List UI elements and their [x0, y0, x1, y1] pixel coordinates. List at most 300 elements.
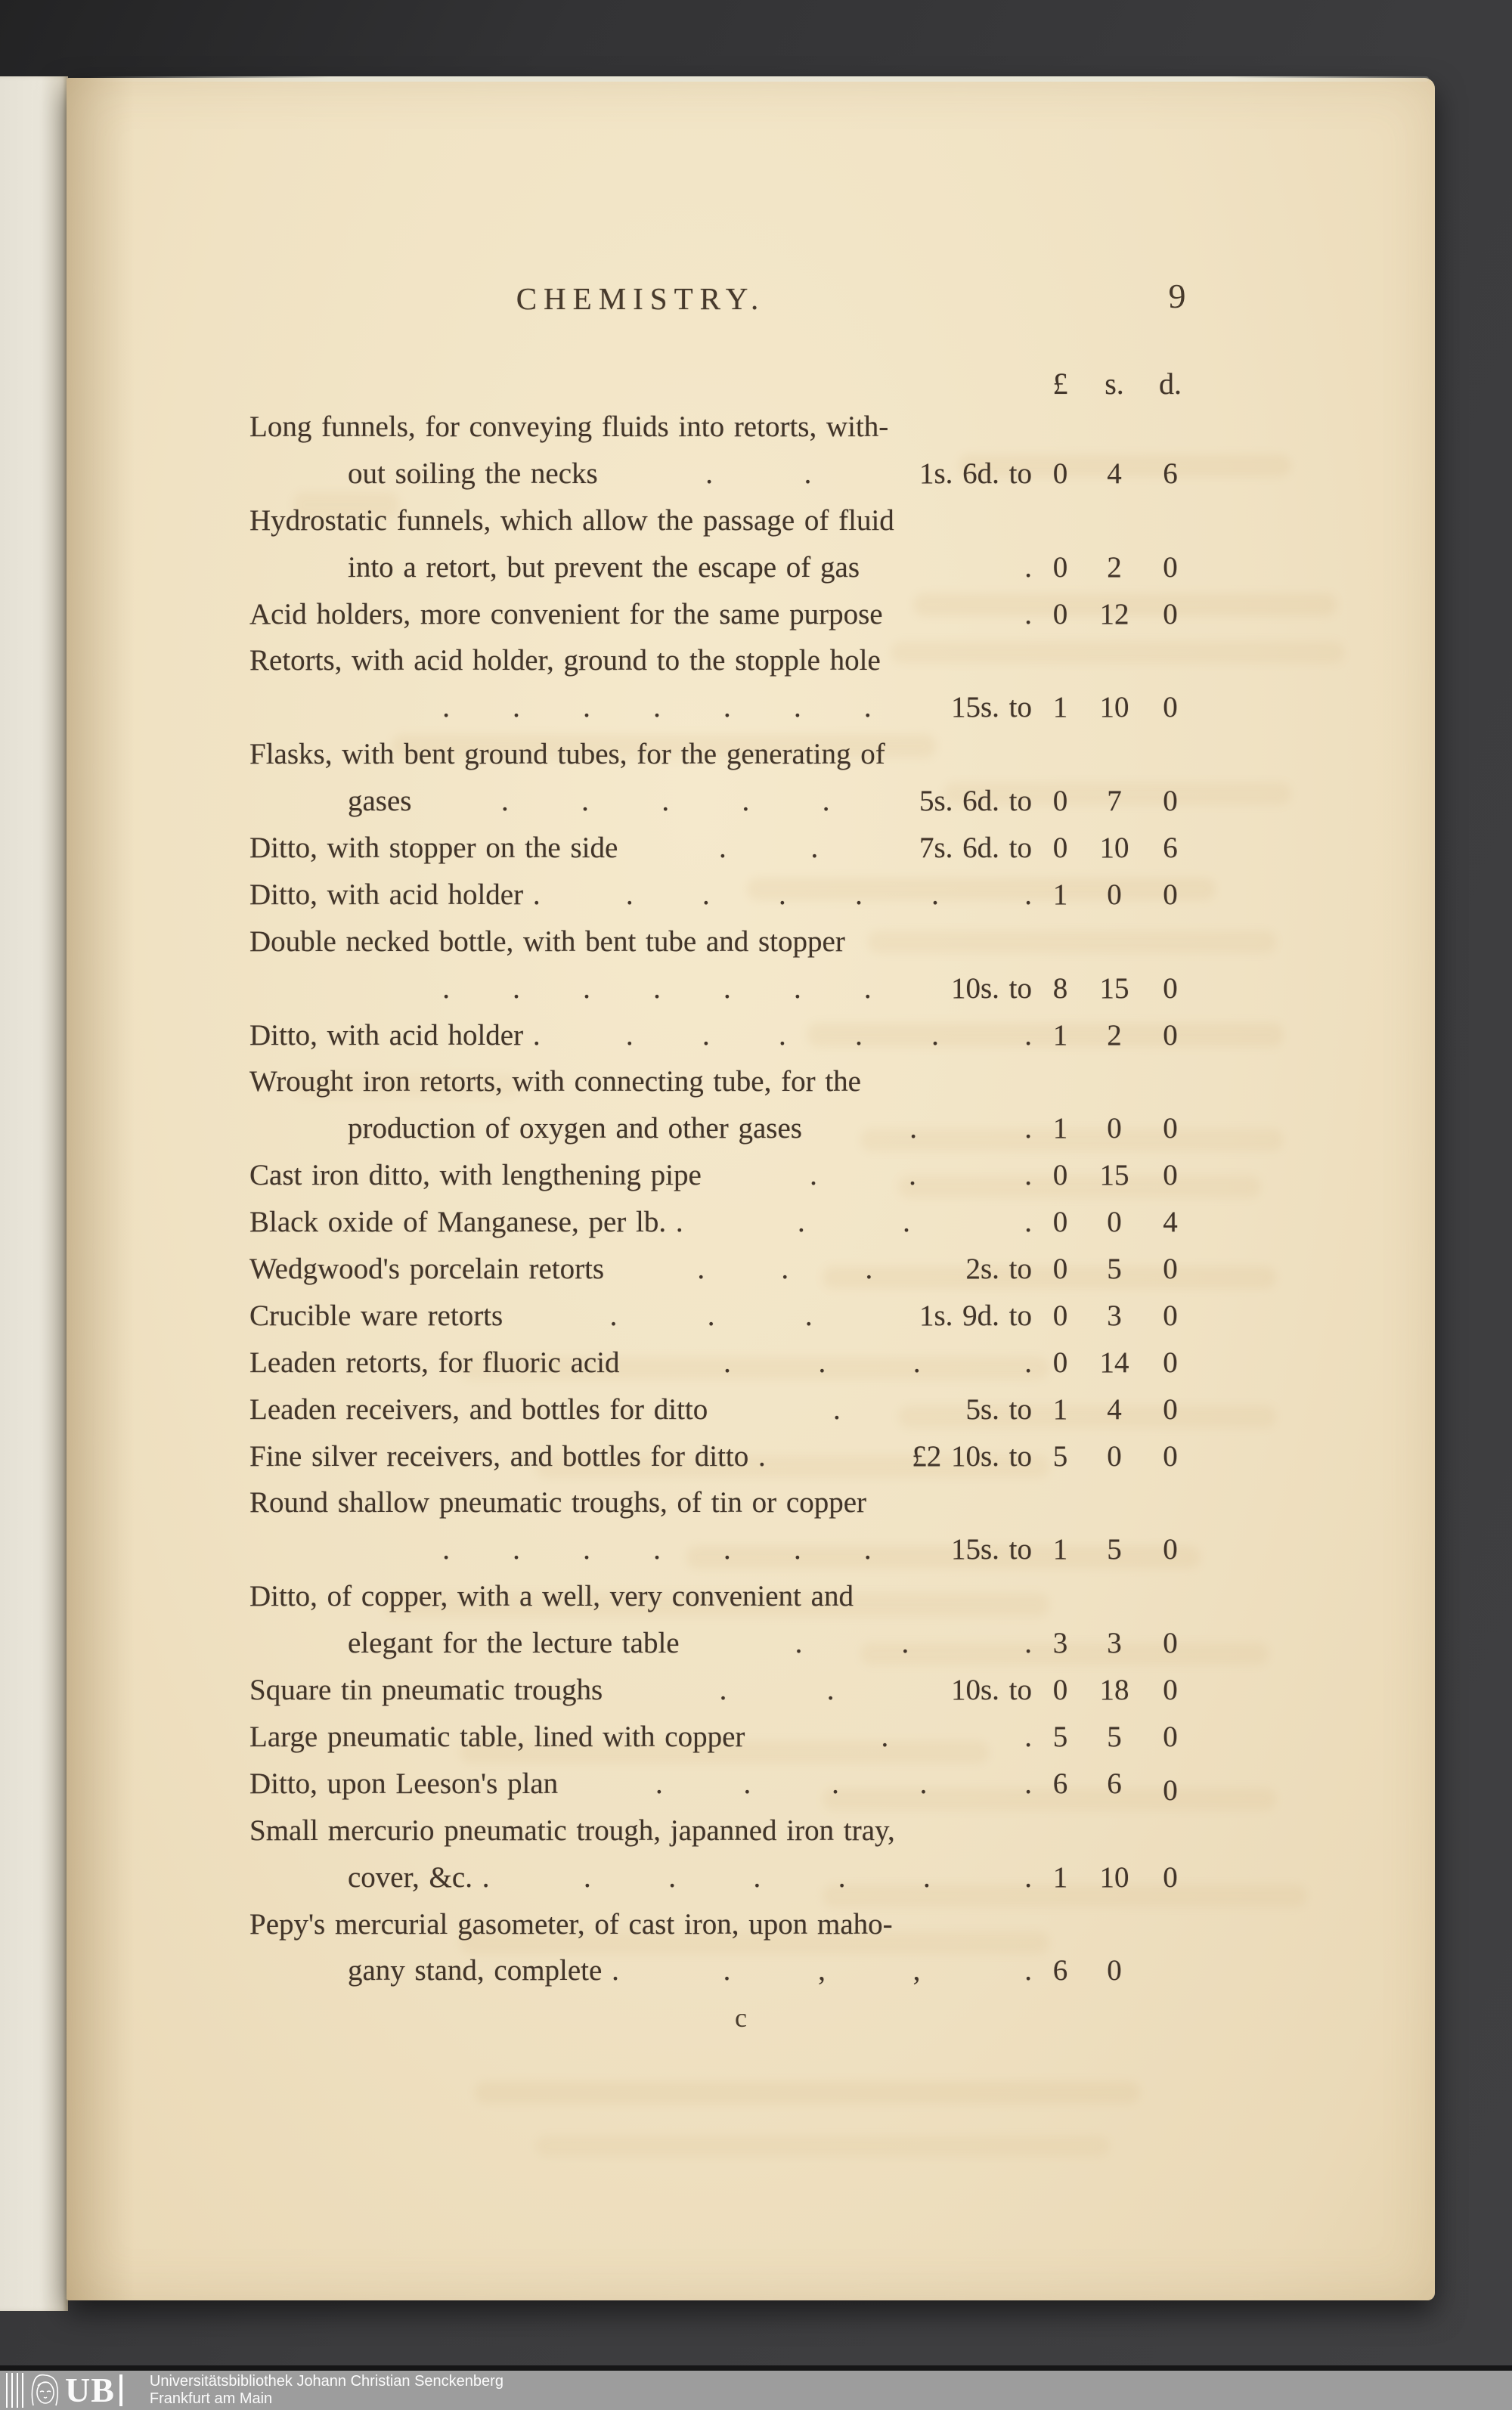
price-shillings: 12 — [1099, 597, 1129, 630]
price-list-row — [67, 1526, 1435, 1573]
price-pounds: 1 — [1052, 1860, 1068, 1894]
leader-dot: . — [833, 1392, 841, 1426]
item-label: gany stand, complete . — [348, 1954, 619, 1987]
leader-dot: . — [513, 971, 520, 1005]
leader-dots — [621, 1246, 949, 1293]
leader-dot: . — [442, 691, 450, 724]
price-list-row — [67, 1947, 1435, 1994]
price-pounds — [1032, 1807, 1089, 1854]
price-pence: 6 — [1163, 832, 1178, 865]
item-description — [249, 918, 1032, 965]
item-label: Large pneumatic table, lined with copper — [249, 1720, 745, 1753]
price-pounds: 0 — [1052, 832, 1068, 865]
library-stamp-bar — [0, 2371, 1512, 2410]
price-list-row — [67, 778, 1435, 825]
leader-dot: . — [723, 971, 731, 1005]
leader-dots — [428, 778, 903, 825]
price-pence: 0 — [1163, 1439, 1178, 1473]
item-description — [249, 637, 1032, 684]
item-label: Ditto, with acid holder . — [249, 878, 541, 911]
item-label: Fine silver receivers, and bottles for ditto . — [249, 1439, 766, 1473]
leader-dots — [897, 637, 1015, 684]
price-list-row — [67, 1479, 1435, 1526]
leader-dot: . — [793, 691, 801, 724]
pence-column-header: d. — [1159, 367, 1182, 401]
item-description — [249, 1058, 1032, 1105]
price-pounds — [1032, 497, 1089, 544]
price-pounds: 1 — [1052, 1392, 1068, 1426]
ub-logo — [6, 2371, 122, 2410]
price-list-row — [67, 1433, 1435, 1480]
price-pence — [1140, 1058, 1201, 1105]
leader-dot: . — [581, 785, 589, 818]
price-shillings: 14 — [1099, 1346, 1129, 1379]
item-label: Long funnels, for conveying fluids into retorts, with- — [249, 410, 889, 443]
leader-dots — [718, 1152, 1008, 1199]
leader-dot: . — [625, 1018, 634, 1052]
leader-dot: . — [855, 1018, 863, 1052]
price-qualifier: 15s. to — [950, 1533, 1032, 1566]
item-label: Black oxide of Manganese, per lb. . — [249, 1206, 683, 1239]
item-description — [249, 1761, 1032, 1807]
item-description — [249, 1901, 1032, 1948]
item-description — [249, 1012, 1032, 1059]
price-shillings: 18 — [1099, 1674, 1129, 1707]
leader-dots — [506, 1854, 1008, 1901]
price-qualifier: . — [1024, 1860, 1032, 1894]
leader-dot: . — [609, 1299, 618, 1332]
price-list-row — [67, 1573, 1435, 1620]
price-pence: 0 — [1163, 550, 1178, 584]
price-shillings: 7 — [1107, 785, 1122, 818]
price-list-row — [67, 1293, 1435, 1340]
leader-dot: . — [697, 1253, 705, 1286]
leader-dot: . — [753, 1860, 761, 1894]
leader-dots — [636, 1947, 1008, 1994]
price-list-row — [67, 1105, 1435, 1152]
pounds-column-header: £ — [1052, 367, 1068, 401]
price-list — [67, 404, 1435, 1994]
price-pence: 0 — [1163, 971, 1178, 1005]
leader-dot: . — [702, 1018, 710, 1052]
price-pounds: 0 — [1052, 597, 1068, 630]
price-list-row — [67, 544, 1435, 591]
leader-dot: . — [922, 1860, 931, 1894]
item-description — [348, 1620, 1032, 1667]
price-shillings — [1089, 1901, 1140, 1948]
leader-dots — [912, 1807, 1015, 1854]
price-pounds: 0 — [1052, 1206, 1068, 1239]
item-description — [249, 825, 1032, 872]
item-description — [249, 1667, 1032, 1714]
price-pence: 0 — [1163, 878, 1178, 911]
price-shillings: 10 — [1099, 1860, 1129, 1894]
price-list-row — [67, 731, 1435, 778]
item-label: cover, &c. . — [348, 1860, 490, 1894]
price-shillings: 6 — [1107, 1767, 1122, 1800]
item-description — [249, 1433, 1032, 1480]
price-qualifier: . — [1024, 597, 1032, 630]
price-shillings — [1089, 404, 1140, 451]
item-description — [249, 872, 1032, 918]
leader-dot: . — [723, 1533, 731, 1566]
library-stamp-text — [150, 2373, 503, 2408]
price-shillings: 5 — [1107, 1720, 1122, 1753]
price-pounds: 5 — [1052, 1720, 1068, 1753]
item-description — [348, 1105, 1032, 1152]
book-page — [67, 78, 1435, 2300]
price-shillings — [1089, 731, 1140, 778]
price-pence: 0 — [1163, 1346, 1178, 1379]
shillings-column-header: s. — [1105, 367, 1124, 401]
price-pence: 6 — [1163, 457, 1178, 490]
leader-dot: . — [931, 878, 939, 911]
item-label: Crucible ware retorts — [249, 1299, 503, 1332]
book-pages-icon — [6, 2373, 26, 2408]
leader-dot: . — [719, 832, 727, 865]
price-pounds — [1032, 1058, 1089, 1105]
price-qualifier: 10s. to — [950, 1674, 1032, 1707]
item-description — [249, 1152, 1032, 1199]
leader-dot: . — [931, 1018, 939, 1052]
price-pence: 0 — [1163, 597, 1178, 630]
price-qualifier: . — [1024, 1018, 1032, 1052]
price-list-row — [67, 1854, 1435, 1901]
portrait-icon — [29, 2372, 62, 2408]
price-pounds: 8 — [1052, 971, 1068, 1005]
item-label: Ditto, with stopper on the side — [249, 832, 618, 865]
price-pence: 0 — [1163, 1860, 1178, 1894]
price-qualifier: 5s. 6d. to — [919, 785, 1032, 818]
item-label: Square tin pneumatic troughs — [249, 1674, 603, 1707]
leader-dot: . — [442, 1533, 450, 1566]
leader-dots — [619, 1667, 934, 1714]
leader-dot: . — [742, 785, 750, 818]
price-pence — [1140, 918, 1201, 965]
leader-dots — [876, 544, 1008, 591]
price-pounds: 6 — [1052, 1767, 1068, 1800]
price-pence — [1140, 404, 1201, 451]
leader-dot: . — [668, 1860, 676, 1894]
item-description — [249, 1293, 1032, 1340]
leader-dot: . — [903, 1206, 910, 1239]
price-pounds: 0 — [1052, 1674, 1068, 1707]
price-pence: 0 — [1163, 785, 1178, 818]
price-pounds — [1032, 637, 1089, 684]
price-pence: 0 — [1163, 691, 1178, 724]
leader-dot: . — [723, 1954, 731, 1987]
logo-divider — [119, 2374, 122, 2406]
price-list-row — [67, 872, 1435, 918]
price-pounds: 1 — [1052, 878, 1068, 911]
leader-dot: . — [832, 1767, 839, 1800]
price-shillings: 0 — [1107, 1112, 1122, 1145]
leader-dot: . — [781, 1253, 789, 1286]
item-label: Cast iron ditto, with lengthening pipe — [249, 1159, 702, 1192]
leader-dot: . — [500, 785, 509, 818]
leader-dot: . — [705, 457, 714, 490]
leader-dot: . — [583, 1533, 590, 1566]
item-description — [249, 1807, 1032, 1854]
price-pounds: 0 — [1052, 457, 1068, 490]
price-pence — [1140, 1573, 1201, 1620]
price-list-row — [67, 1667, 1435, 1714]
price-pence: 0 — [1163, 1533, 1178, 1566]
price-list-row — [67, 1761, 1435, 1807]
leader-dot: . — [855, 878, 863, 911]
leader-dots — [900, 591, 1009, 638]
leader-dot: . — [513, 1533, 520, 1566]
leader-dot: . — [795, 1627, 803, 1660]
leader-dot: . — [779, 878, 786, 911]
price-shillings: 15 — [1099, 971, 1129, 1005]
leader-dot: . — [723, 691, 731, 724]
price-pence: 0 — [1163, 1253, 1178, 1286]
price-qualifier: . — [1024, 1627, 1032, 1660]
leader-dot: . — [653, 691, 661, 724]
price-shillings: 2 — [1107, 550, 1122, 584]
item-description — [348, 778, 1032, 825]
price-shillings — [1089, 497, 1140, 544]
price-pounds — [1032, 1573, 1089, 1620]
price-list-row — [67, 404, 1435, 451]
price-list-row — [67, 825, 1435, 872]
item-label: Retorts, with acid holder, ground to the stopple hole — [249, 644, 881, 677]
item-label: Acid holders, more convenient for the same purpose — [249, 597, 883, 630]
item-label: Pepy's mercurial gasometer, of cast iron, upon maho- — [249, 1907, 893, 1941]
price-qualifier: 10s. to — [950, 971, 1032, 1005]
leader-dots — [911, 497, 1015, 544]
leader-dot: . — [826, 1674, 835, 1707]
leader-dots — [870, 1573, 1015, 1620]
item-label: out soiling the necks — [348, 457, 598, 490]
price-qualifier: . — [1024, 1206, 1032, 1239]
leader-dot: . — [863, 971, 872, 1005]
price-pounds: 1 — [1052, 1112, 1068, 1145]
item-label: Leaden receivers, and bottles for ditto — [249, 1392, 708, 1426]
leader-dot: . — [822, 785, 830, 818]
price-qualifier: . — [1024, 550, 1032, 584]
item-label: Flasks, with bent ground tubes, for the generating of — [249, 738, 885, 771]
leader-dot: . — [719, 1674, 727, 1707]
page-number: 9 — [1168, 277, 1186, 315]
item-description — [249, 1340, 1032, 1386]
price-shillings — [1089, 1479, 1140, 1526]
item-label: Ditto, of copper, with a well, very convenient and — [249, 1580, 854, 1613]
price-list-row — [67, 1807, 1435, 1854]
price-pence: 0 — [1163, 1773, 1178, 1807]
price-shillings: 4 — [1107, 1392, 1122, 1426]
price-shillings: 15 — [1099, 1159, 1129, 1192]
price-shillings: 10 — [1099, 691, 1129, 724]
price-pounds: 6 — [1052, 1954, 1068, 1987]
price-pence: 0 — [1163, 1018, 1178, 1052]
price-pounds: 0 — [1052, 1253, 1068, 1286]
price-pounds — [1032, 404, 1089, 451]
price-shillings: 0 — [1107, 1954, 1122, 1987]
price-shillings — [1089, 1807, 1140, 1854]
price-list-row — [67, 1199, 1435, 1246]
price-list-row — [67, 918, 1435, 965]
price-pounds: 3 — [1052, 1627, 1068, 1660]
item-label: Double necked bottle, with bent tube and stopper — [249, 925, 845, 958]
item-label: gases — [348, 785, 412, 818]
price-pounds: 0 — [1052, 550, 1068, 584]
leader-dots — [883, 1479, 1015, 1526]
leader-dot: . — [662, 785, 670, 818]
price-list-row — [67, 591, 1435, 638]
leader-dots — [575, 1761, 1008, 1807]
leader-dots — [557, 872, 1009, 918]
price-list-row — [67, 1058, 1435, 1105]
item-label: Wedgwood's porcelain retorts — [249, 1253, 605, 1286]
leader-dots — [637, 1340, 1009, 1386]
leader-dots — [724, 1386, 949, 1433]
price-pence — [1140, 1479, 1201, 1526]
leader-dot: . — [707, 1299, 715, 1332]
price-pence — [1140, 497, 1201, 544]
item-description — [363, 684, 1032, 731]
item-label: Wrought iron retorts, with connecting tube, for the — [249, 1065, 861, 1098]
leader-dot: . — [655, 1767, 663, 1800]
leader-dot: . — [881, 1720, 889, 1753]
leader-dot: . — [779, 1018, 786, 1052]
leader-dot: . — [743, 1767, 751, 1800]
running-head: CHEMISTRY. — [516, 281, 766, 316]
leader-dots — [909, 1901, 1015, 1948]
item-label: Ditto, upon Leeson's plan — [249, 1767, 559, 1800]
leader-dot: . — [583, 691, 590, 724]
leader-dots — [615, 451, 903, 497]
item-description — [348, 1947, 1032, 1994]
price-pence: 0 — [1163, 1112, 1178, 1145]
spacer — [249, 361, 1032, 407]
price-pounds — [1032, 731, 1089, 778]
item-description — [348, 544, 1032, 591]
price-pence — [1140, 637, 1201, 684]
leader-dots — [696, 1620, 1009, 1667]
leader-dots — [905, 404, 1015, 451]
leader-dot: . — [804, 1299, 813, 1332]
price-list-row — [67, 1901, 1435, 1948]
price-pence — [1140, 731, 1201, 778]
price-qualifier: 7s. 6d. to — [919, 832, 1032, 865]
page-content — [67, 78, 1435, 2300]
leader-dot: . — [723, 1346, 731, 1379]
price-pounds: 5 — [1052, 1439, 1068, 1473]
price-list-row — [67, 451, 1435, 497]
price-qualifier: . — [1024, 878, 1032, 911]
price-shillings: 5 — [1107, 1253, 1122, 1286]
leader-dot: . — [653, 1533, 661, 1566]
price-pounds: 1 — [1052, 1018, 1068, 1052]
price-pence: 0 — [1163, 1392, 1178, 1426]
leader-dots — [782, 1433, 895, 1480]
price-list-row — [67, 965, 1435, 1012]
item-description — [249, 591, 1032, 638]
price-shillings: 0 — [1107, 1439, 1122, 1473]
price-pounds: 0 — [1052, 1346, 1068, 1379]
leader-dot: , — [912, 1954, 921, 1987]
item-description — [249, 1199, 1032, 1246]
price-shillings — [1089, 637, 1140, 684]
item-description — [348, 451, 1032, 497]
leader-dot: . — [442, 971, 450, 1005]
leader-dots — [902, 731, 1015, 778]
price-list-row — [67, 1620, 1435, 1667]
item-description — [249, 1479, 1032, 1526]
leader-dots — [700, 1199, 1009, 1246]
leader-dot: . — [513, 691, 520, 724]
leader-dots — [819, 1105, 1008, 1152]
leader-dot: . — [810, 1159, 817, 1192]
item-label: production of oxygen and other gases — [348, 1112, 802, 1145]
item-description — [249, 1714, 1032, 1761]
price-list-row — [67, 1152, 1435, 1199]
leader-dot: . — [863, 691, 872, 724]
leader-dots — [519, 1293, 903, 1340]
item-description — [348, 1854, 1032, 1901]
leader-dots — [862, 918, 1015, 965]
price-qualifier: . — [1024, 1720, 1032, 1753]
price-shillings: 4 — [1107, 457, 1122, 490]
price-pence — [1140, 1947, 1201, 1994]
leader-dots — [380, 965, 934, 1012]
price-qualifier: . — [1024, 1346, 1032, 1379]
price-shillings: 0 — [1107, 878, 1122, 911]
price-shillings: 2 — [1107, 1018, 1122, 1052]
leader-dot: . — [810, 832, 819, 865]
leader-dot: . — [909, 1159, 916, 1192]
price-pounds: 1 — [1052, 1533, 1068, 1566]
price-list-row — [67, 1714, 1435, 1761]
leader-dot: . — [865, 1253, 873, 1286]
price-shillings: 3 — [1107, 1299, 1122, 1332]
price-qualifier: £2 10s. to — [912, 1439, 1032, 1473]
leader-dot: . — [702, 878, 710, 911]
item-label: Round shallow pneumatic troughs, of tin or copper — [249, 1486, 867, 1519]
leader-dot: . — [583, 1860, 591, 1894]
price-pence: 4 — [1163, 1206, 1178, 1239]
price-qualifier: . — [1024, 1112, 1032, 1145]
item-label: Hydrostatic funnels, which allow the passage of fluid — [249, 503, 894, 537]
price-list-row — [67, 637, 1435, 684]
price-list-row — [67, 1012, 1435, 1059]
price-pence — [1140, 1901, 1201, 1948]
price-pence: 0 — [1163, 1159, 1178, 1192]
price-list-row — [67, 1386, 1435, 1433]
item-label: Leaden retorts, for fluoric acid — [249, 1346, 620, 1379]
item-label: Small mercurio pneumatic trough, japanned iron tray, — [249, 1814, 895, 1847]
price-qualifier: 1s. 9d. to — [919, 1299, 1032, 1332]
item-description — [249, 497, 1032, 544]
item-description — [363, 965, 1032, 1012]
library-city: Frankfurt am Main — [149, 2390, 273, 2407]
leader-dots — [380, 1526, 934, 1573]
signature-mark: c — [735, 2003, 747, 2033]
price-qualifier: 2s. to — [965, 1253, 1032, 1286]
leader-dots — [634, 825, 903, 872]
price-list-row — [67, 684, 1435, 731]
currency-column-headers — [67, 361, 1435, 407]
price-shillings: 3 — [1107, 1627, 1122, 1660]
price-qualifier: 5s. to — [965, 1392, 1032, 1426]
leader-dot: . — [863, 1533, 872, 1566]
price-shillings: 5 — [1107, 1533, 1122, 1566]
item-description — [363, 1526, 1032, 1573]
price-qualifier: . — [1024, 1767, 1032, 1800]
item-description — [249, 731, 1032, 778]
